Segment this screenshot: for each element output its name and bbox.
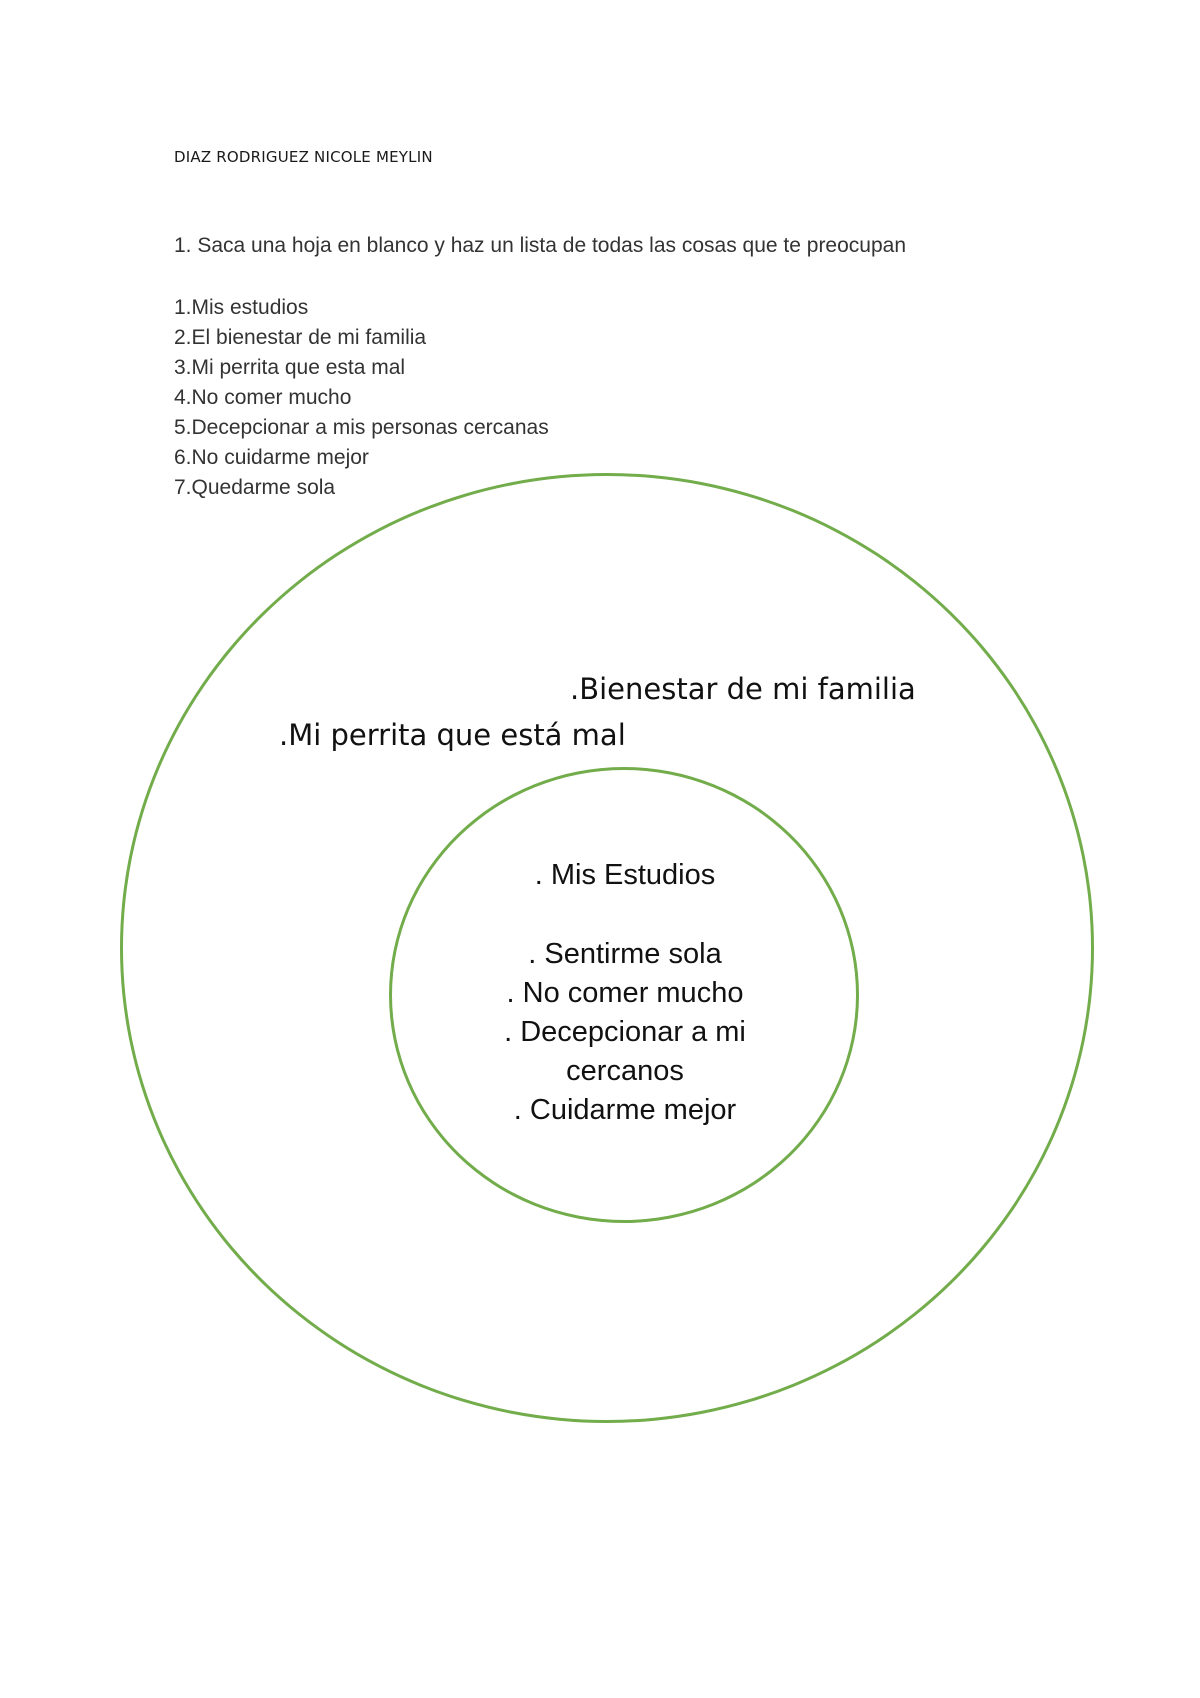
instruction-text: 1. Saca una hoja en blanco y haz un lista de todas las cosas que te preocupan [174,234,907,257]
list-item: 5.Decepcionar a mis personas cercanas [174,416,549,439]
list-item: 1.Mis estudios [174,296,309,319]
list-item: 2.El bienestar de mi familia [174,326,427,349]
inner-circle-text [400,856,850,1130]
inner-circle-item: . Decepcionar a mi [504,1016,746,1048]
list-item: 3.Mi perrita que esta mal [174,356,406,379]
outer-circle-item-perrita: .Mi perrita que está mal [279,718,626,752]
author-name: DIAZ RODRIGUEZ NICOLE MEYLIN [174,148,433,166]
worry-list [174,293,549,503]
inner-circle-item: . Cuidarme mejor [513,1094,737,1126]
inner-circle-item: . Sentirme sola [528,938,722,970]
list-item: 7.Quedarme sola [174,476,336,499]
list-item: 4.No comer mucho [174,386,352,409]
inner-circle-item: . Mis Estudios [534,859,716,891]
inner-circle-item: . No comer mucho [506,977,744,1009]
list-item: 6.No cuidarme mejor [174,446,369,469]
outer-circle-item-familia: .Bienestar de mi familia [570,672,916,706]
inner-circle-item: cercanos [566,1055,684,1087]
